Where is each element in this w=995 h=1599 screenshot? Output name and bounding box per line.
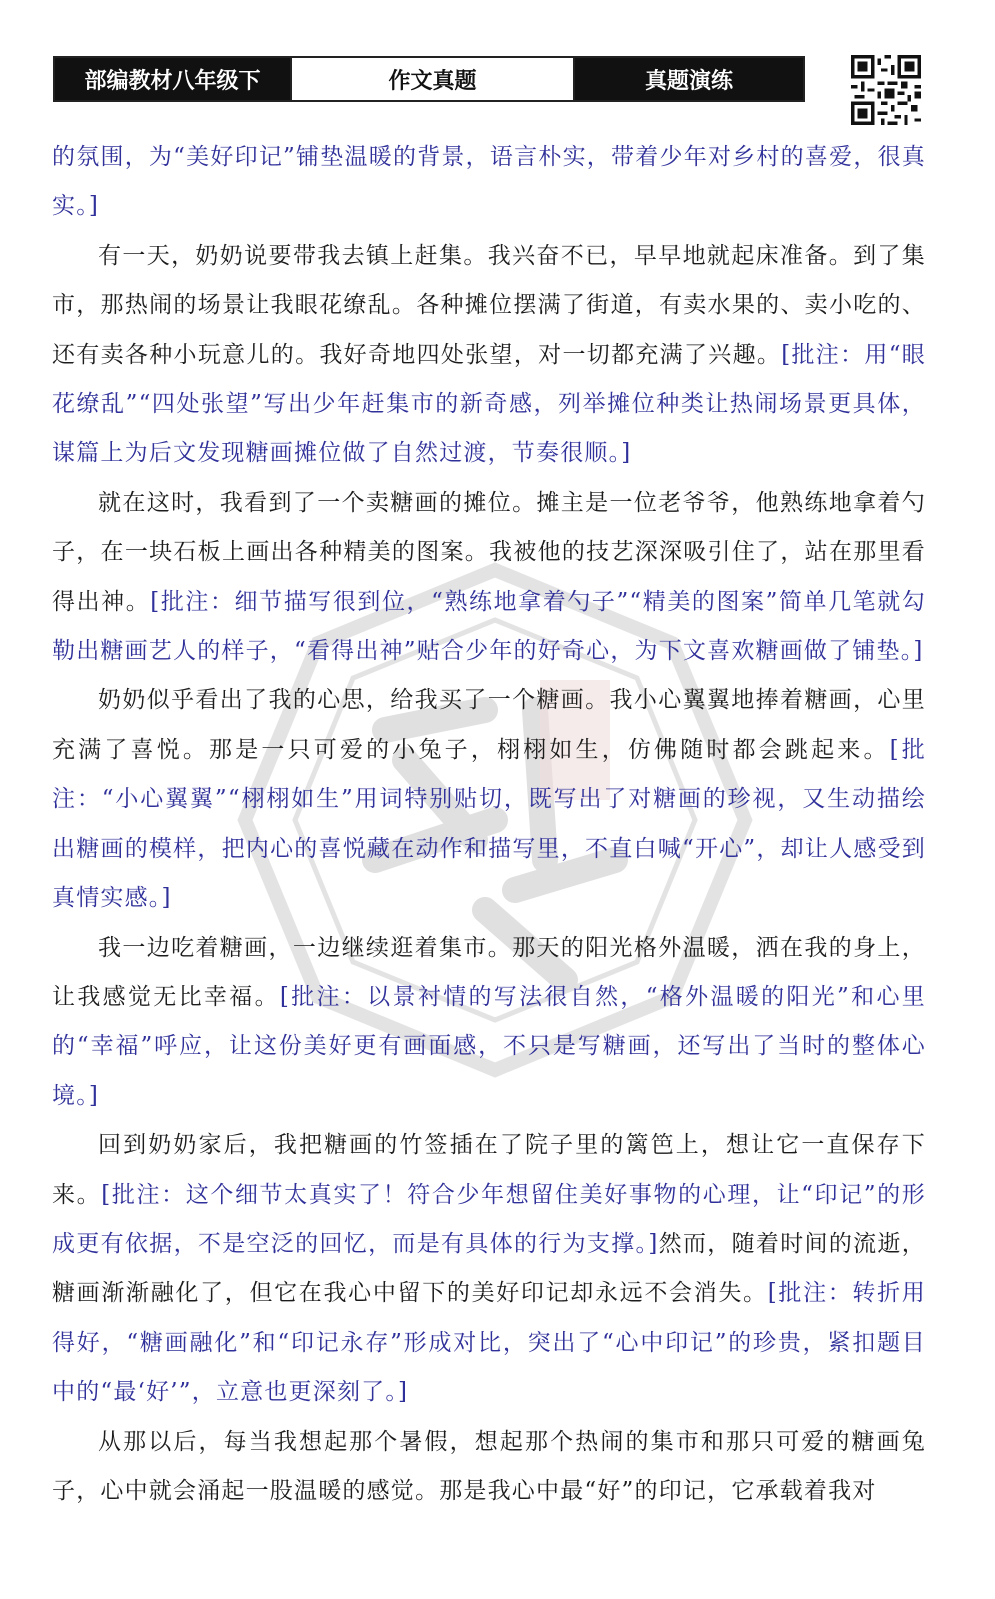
annotation-text: [批注：“小心翼翼”“栩栩如生”用词特别贴切，既写出了对糖画的珍视，又生动描绘出糖画的模样，把内心的喜悦藏在动作和描写里，不直白喊“开心”，却让人感受到真情实感。]	[52, 736, 927, 912]
essay-text: 有一天，奶奶说要带我去镇上赶集。我兴奋不已，早早地就起床准备。到了集市，那热闹的场景让我眼花缭乱。各种摊位摆满了街道，有卖水果的、卖小吃的、还有卖各种小玩意儿的。我好奇地四处张望，对一切都充满了兴趣。	[52, 242, 926, 368]
essay-paragraph	[52, 1418, 926, 1517]
essay-text: 回到奶奶家后，我把糖画的竹签插在了院子里的篱笆上，想让它一直保存下来。	[52, 1132, 926, 1208]
essay-paragraph	[52, 924, 926, 1122]
annotation-text: [批注：用“眼花缭乱”“四处张望”写出少年赶集市的新奇感，列举摊位种类让热闹场景更具体，谋篇上为后文发现糖画摊位做了自然过渡，节奏很顺。]	[52, 341, 926, 467]
annotation-text: [批注：细节描写很到位，“熟练地拿着勺子”“精美的图案”简单几笔就勾勒出糖画艺人的样子，“看得出神”贴合少年的好奇心，为下文喜欢糖画做了铺垫。]	[52, 588, 926, 665]
annotation-text: 的氛围，为“美好印记”铺垫温暖的背景，语言朴实，带着少年对乡村的喜爱，很真实。]	[52, 144, 926, 220]
essay-text: 然而，随着时间的流逝，糖画渐渐融化了，但它在我心中留下的美好印记却永远不会消失。	[52, 1230, 926, 1307]
header-center-label: 作文真题	[290, 58, 575, 100]
essay-paragraph	[52, 1121, 926, 1417]
header-left-label: 部编教材八年级下	[55, 58, 290, 100]
header-bar	[53, 56, 805, 102]
annotation-text: [批注：以景衬情的写法很自然，“格外温暖的阳光”和心里的“幸福”呼应，让这份美好更有画面感，不只是写糖画，还写出了当时的整体心境。]	[52, 983, 926, 1109]
essay-paragraph	[52, 133, 926, 232]
annotation-text: [批注：转折用得好，“糖画融化”和“印记永存”形成对比，突出了“心中印记”的珍贵，紧扣题目中的“最‘好’”，立意也更深刻了。]	[52, 1280, 926, 1406]
essay-paragraph	[52, 232, 926, 479]
essay-paragraph	[52, 676, 926, 923]
essay-body	[52, 133, 926, 1516]
annotation-text: [批注：这个细节太真实了！符合少年想留住美好事物的心理，让“印记”的形成更有依据，不是空泛的回忆，而是有具体的行为支撑。]	[52, 1181, 926, 1257]
header-right-label: 真题演练	[575, 58, 803, 100]
essay-text: 从那以后，每当我想起那个暑假，想起那个热闹的集市和那只可爱的糖画兔子，心中就会涌起一股温暖的感觉。那是我心中最“好”的印记，它承载着我对	[52, 1428, 926, 1504]
essay-paragraph	[52, 479, 926, 677]
essay-text: 奶奶似乎看出了我的心思，给我买了一个糖画。我小心翼翼地捧着糖画，心里充满了喜悦。那是一只可爱的小兔子，栩栩如生，仿佛随时都会跳起来。	[52, 687, 926, 763]
essay-text: 就在这时，我看到了一个卖糖画的摊位。摊主是一位老爷爷，他熟练地拿着勺子，在一块石板上画出各种精美的图案。我被他的技艺深深吸引住了，站在那里看得出神。	[52, 489, 926, 615]
essay-text: 我一边吃着糖画，一边继续逛着集市。那天的阳光格外温暖，洒在我的身上，让我感觉无比幸福。	[52, 934, 926, 1010]
qr-code-icon[interactable]	[851, 55, 921, 125]
